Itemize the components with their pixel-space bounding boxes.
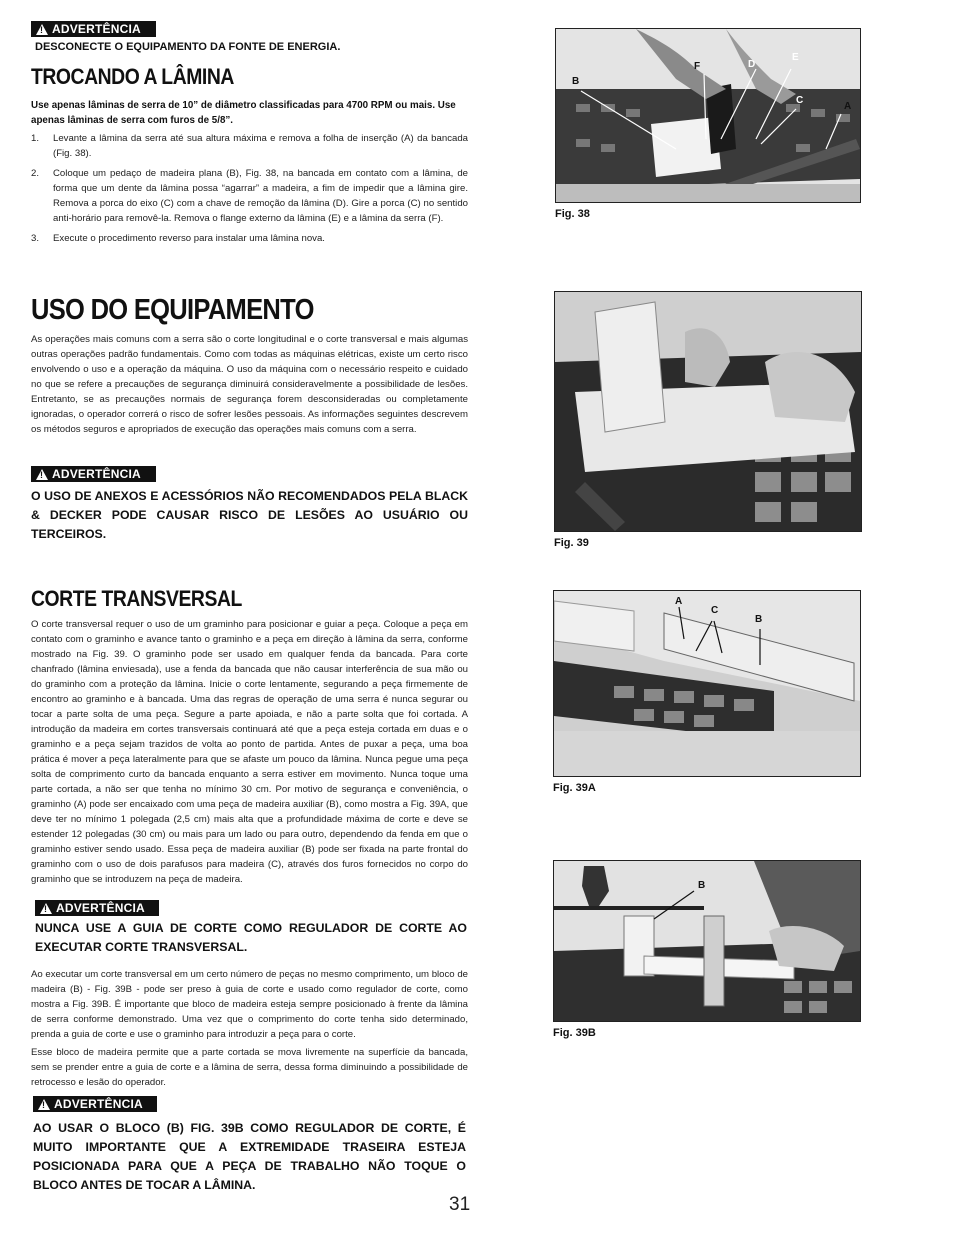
crosscut-body3: Esse bloco de madeira permite que a parte cortada se mova livremente na superfície da bancada, sem se prender entre a guia de corte e a lâmina de serra, dessa forma diminuindo a possibilidade de retrocesso e lesão do operador. [31,1047,468,1088]
figure-39b-photo [553,860,861,1022]
figure-39a-photo [553,590,861,777]
crosscut-body2: Ao executar um corte transversal em um certo número de peças no mesmo comprimento, um bloco de madeira (B) - Fig. 39B - pode ser preso à guia de corte e usado como regulador de corte, como mostra a Fig. 39B. É importante que bloco de madeira esteja sempre posicionado à frente da lâmina de serra conforme demonstrado. Uma vez que o comprimento do corte tenha sido determinado, prenda a guia de corte e use o graminho para introduzir a peça para o corte. [31,969,468,1040]
usage-warning: O USO DE ANEXOS E ACESSÓRIOS NÃO RECOMENDADOS PELA BLACK & DECKER PODE CAUSAR RISCO DE LESÕES AO USUÁRIO OU TERCEIROS. [31,489,468,541]
warning-icon [40,903,52,914]
list-item: 2. Coloque um pedaço de madeira plana (B), Fig. 38, na bancada em contato com a lâmina, de forma que um dente da lâmina possa “agarrar” a madeira, a fim de impedir que a lâmina gire. Remova a porca do eixo (C) com a chave de remoção da lâmina (D). Gire a porca (C) no sentido anti-horário para removê-la. Remova o flange externo da lâmina (E) e a lâmina da serra (F). [31,168,468,224]
warning-text: DESCONECTE O EQUIPAMENTO DA FONTE DE ENERGIA. [35,41,341,53]
usage-body: As operações mais comuns com a serra são o corte longitudinal e o corte transversal e mais algumas outras operações padrão fundamentais. Como com todas as máquinas elétricas, existe um certo risco envolvendo o uso e a operação da máquina. O uso da máquina com o necessário respeito e cuidado no que se refere a precauções de segurança diminuirá consideravelmente a possibilidade de lesões. Entretanto, se as precauções normais de segurança forem desconsideradas ou completamente ignoradas, o operador correrá o risco de sofrer lesões pessoais. As informações seguintes descrevem os métodos seguros e apropriados de execução das operações mais comuns com a serra. [31,334,468,435]
figure-caption: Fig. 39A [553,782,596,794]
page-number: 31 [449,1194,471,1215]
fig-label: E [792,52,799,63]
warning-icon [38,1099,50,1110]
blade-intro: Use apenas lâminas de serra de 10” de diâmetro classificadas para 4700 RPM ou mais. Use apenas lâminas de serra com furos de 5/8”. [31,100,456,126]
fig-label: D [748,59,756,70]
figure-caption: Fig. 39 [554,537,589,549]
warning-badge: ! ADVERTÊNCIA [33,1096,157,1112]
warning-badge: ! ADVERTÊNCIA [35,900,159,916]
crosscut-warning1: NUNCA USE A GUIA DE CORTE COMO REGULADOR DE CORTE AO EXECUTAR CORTE TRANSVERSAL. [35,921,467,954]
fig-label: B [572,76,580,87]
figure-caption: Fig. 39B [553,1027,596,1039]
list-item: 3. Execute o procedimento reverso para instalar uma lâmina nova. [31,233,325,244]
fig-label: A [675,596,683,607]
figure-39-photo [554,291,862,532]
warning-badge: ! ADVERTÊNCIA [31,21,156,37]
figure-caption: Fig. 38 [555,208,590,220]
crosscut-body: O corte transversal requer o uso de um graminho para posicionar e guiar a peça. Coloque a peça em contato com o graminho e avance tanto o graminho e a peça em direção à lâmina da serra, conforme mostrado na Fig. 39. O graminho pode ser usado em qualquer fenda da bancada. Para corte chanfrado (lâmina enviesada), use a fenda da bancada que não causar interferência de sua mão ou do graminho com a proteção da lâmina. Inicie o corte lentamente, segurando a peça firmemente de encontro ao graminho e à bancada. Uma das regras de operação de uma serra é nunca segurar ou tocar a parte solta de uma peça. Segure a parte apoiada, e não a parte solta que foi cortada. A introdução da madeira em cortes transversais continuará até que a peça esteja cortada em duas e o graminho e a peça sejam trazidos de volta ao ponto de partida. Antes de puxar a peça, uma boa prática é mover a peça lateralmente para que se afaste um pouco da lâmina. Nunca pegue uma peça solta de comprimento curto da bancada enquanto a serra estiver em movimento. Nunca toque uma parte cortada, a não ser que tenha no mínimo 30 cm. Por motivo de segurança e conveniência, o graminho (A) pode ser encaixado com uma peça de madeira auxiliar (B), como mostra a Fig. 39A, que deve ter no mínimo 1 polegada (2,5 cm) mais alta que a profundidade máxima de corte e deve se estender 12 polegadas (30 cm) ou mais para um lado ou para outro, dependendo da fenda em que o graminho estiver sendo usado. Essa peça de madeira auxiliar (B) pode ser fixada na parte frontal do graminho com o uso de dois parafusos para madeira (C), através dos furos fornecidos no corpo do graminho que se introduzem na peça de madeira. [31,619,468,885]
crosscut-warning2: AO USAR O BLOCO (B) FIG. 39B COMO REGULADOR DE CORTE, É MUITO IMPORTANTE QUE A EXTREMIDADE TRASEIRA ESTEJA POSICIONADA PARA QUE A PEÇA DE TRABALHO NÃO TOQUE O BLOCO ANTES DE TOCAR A LÂMINA. [33,1121,466,1192]
figure-38-photo [555,28,861,203]
fig-label: C [796,95,804,106]
warning-badge: ! ADVERTÊNCIA [31,466,156,482]
fig-label: B [698,880,706,891]
warning-icon [36,469,48,480]
warning-icon [36,24,48,35]
list-item: 1. Levante a lâmina da serra até sua altura máxima e remova a folha de inserção (A) da bancada (Fig. 38). [31,133,468,159]
section-title-usage: USO DO EQUIPAMENTO [31,294,314,326]
fig-label: F [694,61,701,72]
blade-steps [31,131,468,251]
section-title-blade: TROCANDO A LÂMINA [31,64,234,89]
section-title-crosscut: CORTE TRANSVERSAL [31,586,242,611]
fig-label: C [711,605,719,616]
fig-label: A [844,101,852,112]
fig-label: B [755,614,763,625]
